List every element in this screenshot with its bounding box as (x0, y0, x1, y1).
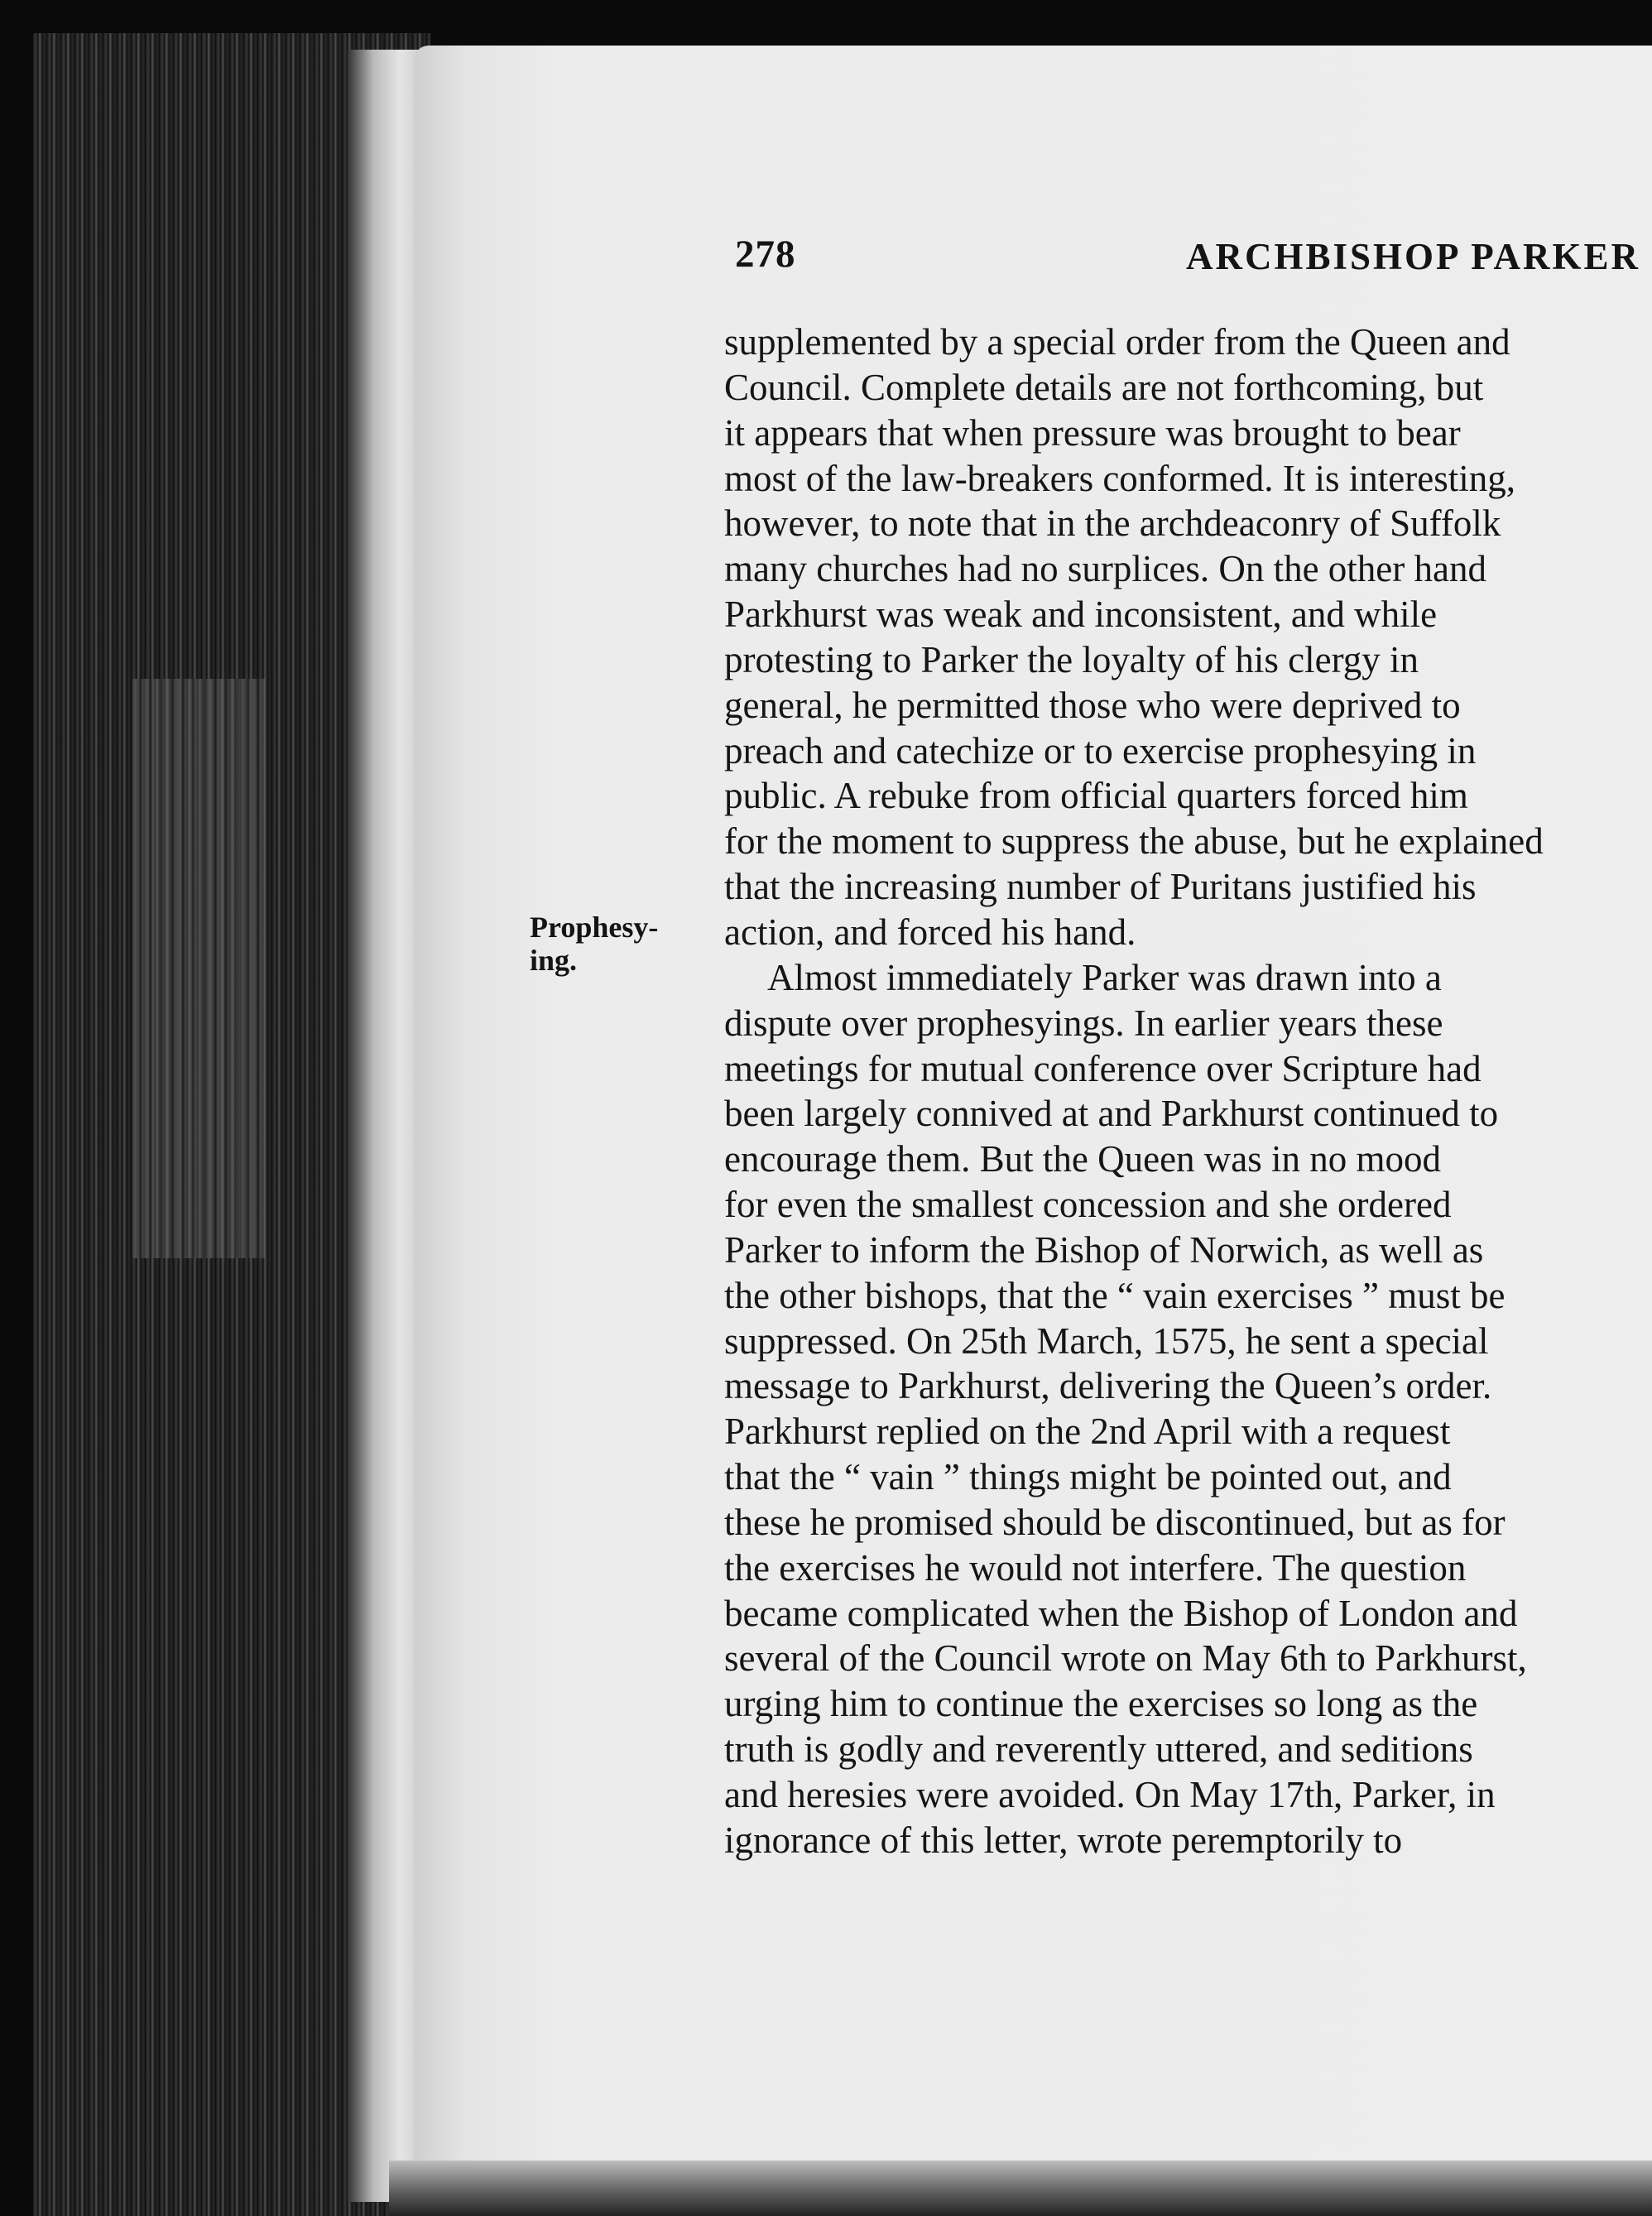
page-bottom-shadow (389, 2161, 1652, 2216)
text-line: message to Parkhurst, delivering the Queen’s order. (724, 1365, 1492, 1407)
marginal-note-line: Prophesy- (530, 911, 659, 944)
marginal-note (530, 911, 695, 977)
text-line: ignorance of this letter, wrote peremptorily to (724, 1819, 1403, 1861)
page-gutter-edge (348, 50, 422, 2202)
text-line: the other bishops, that the “ vain exercises ” must be (724, 1274, 1506, 1316)
text-line: action, and forced his hand. (724, 911, 1136, 953)
text-line: for even the smallest concession and she ordered (724, 1184, 1452, 1226)
text-line: supplemented by a special order from the Queen and (724, 321, 1510, 363)
text-line: truth is godly and reverently uttered, and seditions (724, 1728, 1473, 1771)
text-line: Parkhurst was weak and inconsistent, and while (724, 594, 1438, 636)
text-line: been largely connived at and Parkhurst continued to (724, 1093, 1499, 1135)
text-line: however, to note that in the archdeaconry of Suffolk (724, 502, 1501, 545)
text-line: these he promised should be discontinued, but as for (724, 1501, 1506, 1543)
text-line: preach and catechize or to exercise prophesying in (724, 729, 1477, 772)
page-edge-shading (132, 679, 265, 1258)
text-line: that the “ vain ” things might be pointed out, and (724, 1456, 1452, 1498)
text-line: Council. Complete details are not forthcoming, but (724, 366, 1484, 408)
text-line: urging him to continue the exercises so long as the (724, 1683, 1478, 1725)
text-line: public. A rebuke from official quarters forced him (724, 775, 1468, 817)
text-line: that the increasing number of Puritans justified his (724, 866, 1477, 908)
page-number: 278 (735, 233, 796, 276)
text-line: dispute over prophesyings. In earlier years these (724, 1002, 1443, 1044)
text-line: meetings for mutual conference over Scripture had (724, 1047, 1482, 1089)
text-line: most of the law-breakers conformed. It is interesting, (724, 457, 1515, 499)
running-head (735, 232, 1652, 290)
marginal-note-line: ing. (530, 944, 578, 977)
running-title: ARCHBISHOP PARKER (1186, 236, 1640, 277)
text-line: many churches had no surplices. On the other hand (724, 548, 1486, 590)
text-line: general, he permitted those who were deprived to (724, 684, 1461, 726)
paragraph-first-line: Almost immediately Parker was drawn into a (767, 956, 1442, 998)
text-line: Parker to inform the Bishop of Norwich, as well as (724, 1228, 1484, 1271)
text-line: encourage them. But the Queen was in no mood (724, 1138, 1442, 1180)
text-line: suppressed. On 25th March, 1575, he sent a special (724, 1320, 1489, 1362)
text-line: it appears that when pressure was brought to bear (724, 411, 1461, 454)
text-line: became complicated when the Bishop of London and (724, 1592, 1518, 1634)
text-line: the exercises he would not interfere. The question (724, 1546, 1467, 1589)
text-line: protesting to Parker the loyalty of his clergy in (724, 638, 1419, 680)
text-line: and heresies were avoided. On May 17th, Parker, in (724, 1774, 1496, 1815)
text-line: for the moment to suppress the abuse, but he explained (724, 820, 1544, 863)
text-line: Parkhurst replied on the 2nd April with a request (724, 1411, 1451, 1453)
body-text (724, 320, 1652, 1863)
text-line: several of the Council wrote on May 6th to Parkhurst, (724, 1637, 1527, 1680)
